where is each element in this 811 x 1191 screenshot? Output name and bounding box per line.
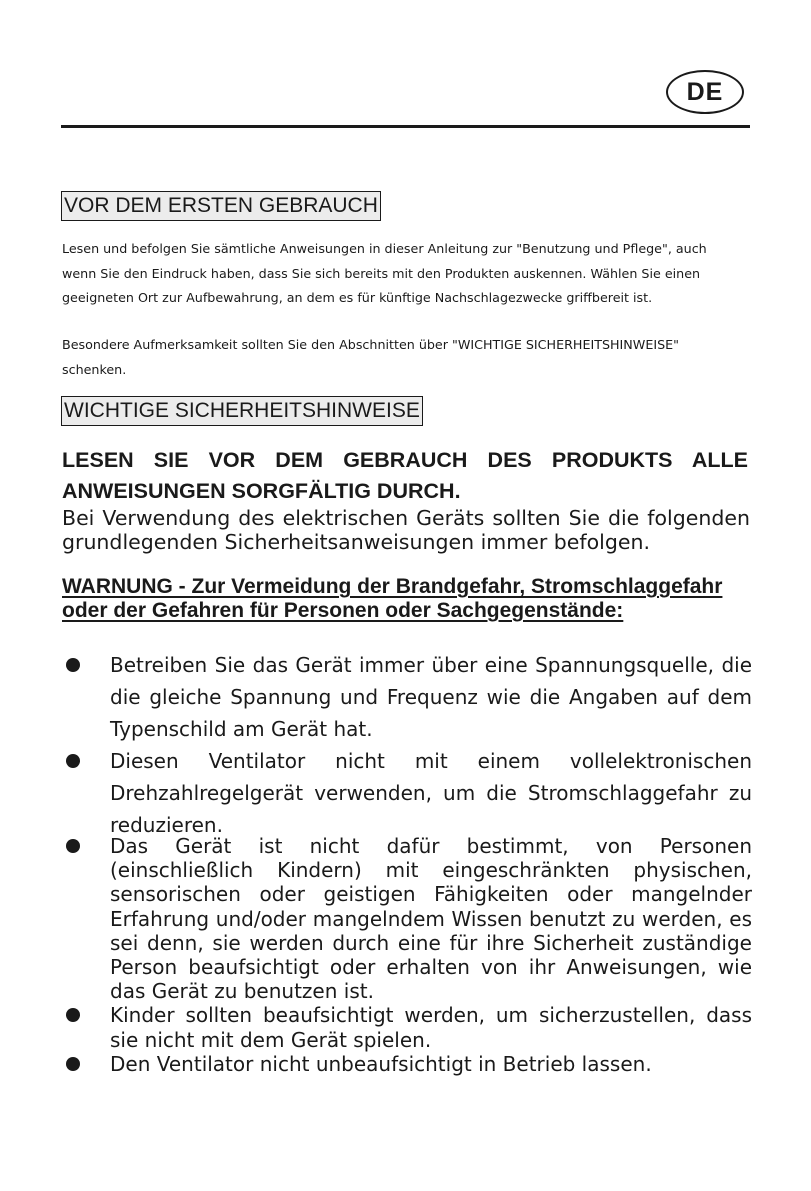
bullet-icon	[66, 754, 80, 768]
language-badge: DE	[666, 70, 744, 114]
first-use-paragraph-2: Besondere Aufmerksamkeit sollten Sie den Abschnitten über "WICHTIGE SICHERHEITSHINWEISE" schenken.	[62, 337, 679, 377]
safety-bullet-list-a	[62, 649, 752, 841]
section-heading-first-use: VOR DEM ERSTEN GEBRAUCH	[61, 191, 381, 221]
section-heading-safety: WICHTIGE SICHERHEITSHINWEISE	[61, 396, 423, 426]
bullet-icon	[66, 1008, 80, 1022]
list-item	[62, 649, 752, 745]
list-item-text: Kinder sollten beaufsichtigt werden, um sicherzustellen, dass sie nicht mit dem Gerät spielen.	[110, 1003, 752, 1052]
list-item	[62, 1003, 752, 1051]
first-use-paragraph-1: Lesen und befolgen Sie sämtliche Anweisungen in dieser Anleitung zur "Benutzung und Pflege", auch wenn Sie den Eindruck haben, dass Sie sich bereits mit den Produkten auskennen. Wählen Sie einen geeigneten Ort zur Aufbewahrung, an dem es für künftige Nachschlagezwecke griffbereit ist.	[62, 241, 707, 305]
bullet-icon	[66, 1057, 80, 1071]
list-item	[62, 1052, 752, 1076]
safety-intro-paragraph: Bei Verwendung des elektrischen Geräts sollten Sie die folgenden grundlegenden Sicherheitsanweisungen immer befolgen.	[62, 506, 750, 554]
list-item-text: Diesen Ventilator nicht mit einem vollelektronischen Drehzahlregelgerät verwenden, um die Stromschlaggefahr zu reduzieren.	[110, 749, 752, 837]
list-item	[62, 745, 752, 841]
list-item-text: Den Ventilator nicht unbeaufsichtigt in Betrieb lassen.	[110, 1051, 652, 1076]
list-item-text: Das Gerät ist nicht dafür bestimmt, von Personen (einschließlich Kindern) mit eingeschränkten physischen, sensorischen oder geistigen Fähigkeiten oder mangelnder Erfahrung und/oder mangelndem Wissen benutzt zu werden, es sei denn, sie werden durch eine für ihre Sicherheit zuständige Person beaufsichtigt oder erhalten von ihr Anweisungen, wie das Gerät zu benutzen ist.	[110, 834, 752, 1004]
bullet-icon	[66, 839, 80, 853]
header-rule	[61, 125, 750, 128]
bullet-icon	[66, 658, 80, 672]
safety-bullet-list-b	[62, 834, 752, 1076]
list-item-text: Betreiben Sie das Gerät immer über eine Spannungsquelle, die die gleiche Spannung und Frequenz wie die Angaben auf dem Typenschild am Gerät hat.	[110, 653, 752, 741]
warning-heading: WARNUNG - Zur Vermeidung der Brandgefahr, Stromschlaggefahr oder der Gefahren für Personen oder Sachgegenstände:	[62, 575, 723, 622]
read-instructions-warning: LESEN SIE VOR DEM GEBRAUCH DES PRODUKTS ALLE ANWEISUNGEN SORGFÄLTIG DURCH.	[62, 448, 748, 503]
list-item	[62, 834, 752, 1003]
